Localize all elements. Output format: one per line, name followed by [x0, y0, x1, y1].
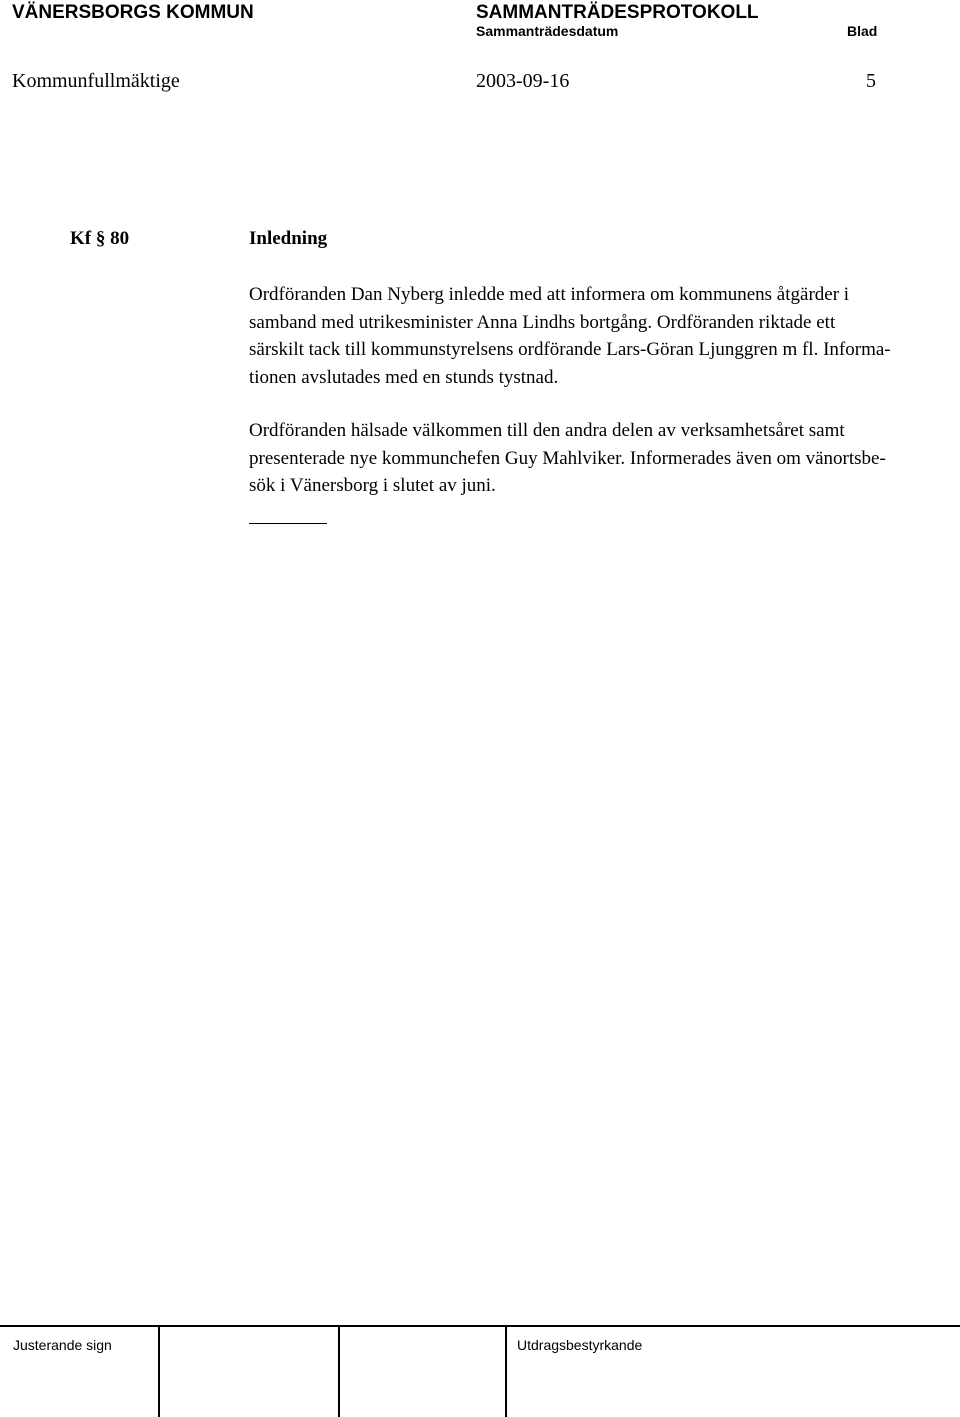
certification-label: Utdragsbestyrkande [517, 1337, 643, 1353]
text-line: Ordföranden Dan Nyberg inledde med att informera om kommunens åtgärder i [249, 284, 850, 305]
footer-divider [158, 1325, 160, 1417]
text-line: särskilt tack till kommunstyrelsens ordförande Lars-Göran Ljunggren m fl. Informa- [249, 339, 891, 360]
footer-top-rule [0, 1325, 960, 1327]
body-paragraph-1 [249, 281, 939, 391]
organization-name: VÄNERSBORGS KOMMUN [12, 2, 254, 23]
meeting-date: 2003-09-16 [476, 70, 570, 92]
body-paragraph-2 [249, 417, 939, 500]
text-line: tionen avslutades med en stunds tystnad. [249, 366, 559, 388]
assembly-name: Kommunfullmäktige [12, 70, 180, 92]
document-type: SAMMANTRÄDESPROTOKOLL [476, 2, 759, 23]
footer-divider [338, 1325, 340, 1417]
text-line: sök i Vänersborg i slutet av juni. [249, 475, 496, 496]
end-rule [249, 523, 327, 524]
item-title: Inledning [249, 228, 328, 249]
page-number: 5 [866, 70, 876, 92]
paragraph-reference: Kf § 80 [70, 228, 130, 249]
page-label: Blad [847, 23, 878, 39]
text-line: Ordföranden hälsade välkommen till den andra delen av verksamhetsåret samt [249, 420, 845, 441]
footer-divider [505, 1325, 507, 1417]
meeting-date-label: Sammanträdesdatum [476, 23, 619, 39]
text-line: samband med utrikesminister Anna Lindhs bortgång. Ordföranden riktade ett [249, 311, 836, 333]
text-line: presenterade nye kommunchefen Guy Mahlviker. Informerades även om vänortsbe- [249, 447, 886, 469]
signature-label: Justerande sign [13, 1337, 112, 1353]
